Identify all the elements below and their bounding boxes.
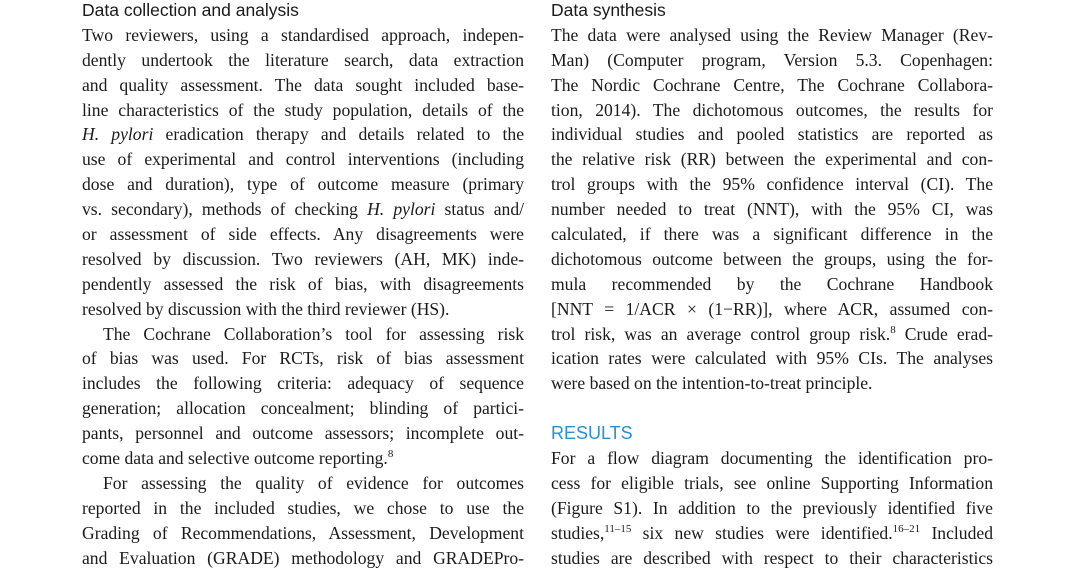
text-line: Grading of Recommendations, Assessment, Development bbox=[82, 522, 524, 543]
text-line: number needed to treat (NNT), with the 95% CI, was bbox=[551, 199, 993, 220]
text-line: includes the following criteria: adequacy of sequence bbox=[82, 373, 524, 394]
text-line: and Evaluation (GRADE) methodology and GRADEPro- bbox=[82, 547, 524, 568]
text-line: The Nordic Cochrane Centre, The Cochrane Collabora- bbox=[551, 74, 993, 95]
text-line: generation; allocation concealment; blinding of partici- bbox=[82, 398, 524, 419]
text-line: and quality assessment. The data sought included base- bbox=[82, 74, 524, 95]
text-line: mula recommended by the Cochrane Handbook bbox=[551, 273, 993, 294]
text-line: Two reviewers, using a standardised approach, indepen- bbox=[82, 24, 524, 45]
text-line: For assessing the quality of evidence for outcomes bbox=[103, 472, 524, 493]
text-line: were based on the intention-to-treat principle. bbox=[551, 373, 873, 394]
right-column bbox=[551, 0, 993, 571]
text-line: calculated, if there was a significant difference in the bbox=[551, 224, 993, 245]
text-line: For a flow diagram documenting the identification pro- bbox=[551, 448, 993, 469]
left-column bbox=[82, 0, 524, 571]
text-line: or assessment of side effects. Any disagreements were bbox=[82, 224, 524, 245]
text-line: ication rates were calculated with 95% CIs. The analyses bbox=[551, 348, 993, 369]
text-line: individual studies and pooled statistics are reported as bbox=[551, 124, 993, 145]
text-line: (Figure S1). In addition to the previously identified five bbox=[551, 497, 993, 518]
text-line: studies are described with respect to their characteristics bbox=[551, 547, 993, 568]
text-line: vs. secondary), methods of checking H. pylori status and/ bbox=[82, 199, 524, 220]
data-synthesis-heading: Data synthesis bbox=[551, 0, 666, 20]
text-line: resolved by discussion. Two reviewers (AH, MK) inde- bbox=[82, 248, 524, 269]
data-collection-heading: Data collection and analysis bbox=[82, 0, 299, 20]
data-synthesis-body bbox=[551, 23, 993, 396]
text-line: use of experimental and control interventions (including bbox=[82, 149, 524, 170]
text-line: cess for eligible trials, see online Supporting Information bbox=[551, 472, 993, 493]
text-line: pendently assessed the risk of bias, with disagreements bbox=[82, 273, 524, 294]
text-line: The data were analysed using the Review Manager (Rev- bbox=[551, 24, 993, 45]
text-line: line characteristics of the study population, details of the bbox=[82, 99, 524, 120]
text-line: trol risk, was an average control group risk.$^8$ Crude erad- bbox=[551, 323, 993, 344]
text-line: trol groups with the 95% confidence interval (CI). The bbox=[551, 174, 993, 195]
text-line: [NNT = 1/ACR × (1−RR)], where ACR, assumed con- bbox=[551, 298, 993, 319]
results-body bbox=[551, 446, 993, 570]
text-line: Man) (Computer program, Version 5.3. Copenhagen: bbox=[551, 49, 993, 70]
text-line: dose and duration), type of outcome measure (primary bbox=[82, 174, 524, 195]
text-line: tion, 2014). The dichotomous outcomes, the results for bbox=[551, 99, 993, 120]
text-line: pants, personnel and outcome assessors; incomplete out- bbox=[82, 423, 524, 444]
section-gap bbox=[551, 396, 993, 421]
text-line: of bias was used. For RCTs, risk of bias assessment bbox=[82, 348, 524, 369]
text-line: The Cochrane Collaboration’s tool for assessing risk bbox=[103, 323, 524, 344]
text-line: the relative risk (RR) between the experimental and con- bbox=[551, 149, 993, 170]
text-line: dichotomous outcome between the groups, using the for- bbox=[551, 248, 993, 269]
text-line: studies,$^{11-15}$ six new studies were identified.$^{16-21}$ Included bbox=[551, 522, 993, 543]
text-line: resolved by discussion with the third reviewer (HS). bbox=[82, 298, 450, 319]
text-line: come data and selective outcome reporting.$^8$ bbox=[82, 448, 394, 469]
results-heading: RESULTS bbox=[551, 423, 633, 444]
text-line: dently undertook the literature search, data extraction bbox=[82, 49, 524, 70]
text-line: reported in the included studies, we chose to use the bbox=[82, 497, 524, 518]
left-column-body bbox=[82, 23, 524, 571]
text-line: H. pylori eradication therapy and details related to the bbox=[82, 124, 524, 145]
